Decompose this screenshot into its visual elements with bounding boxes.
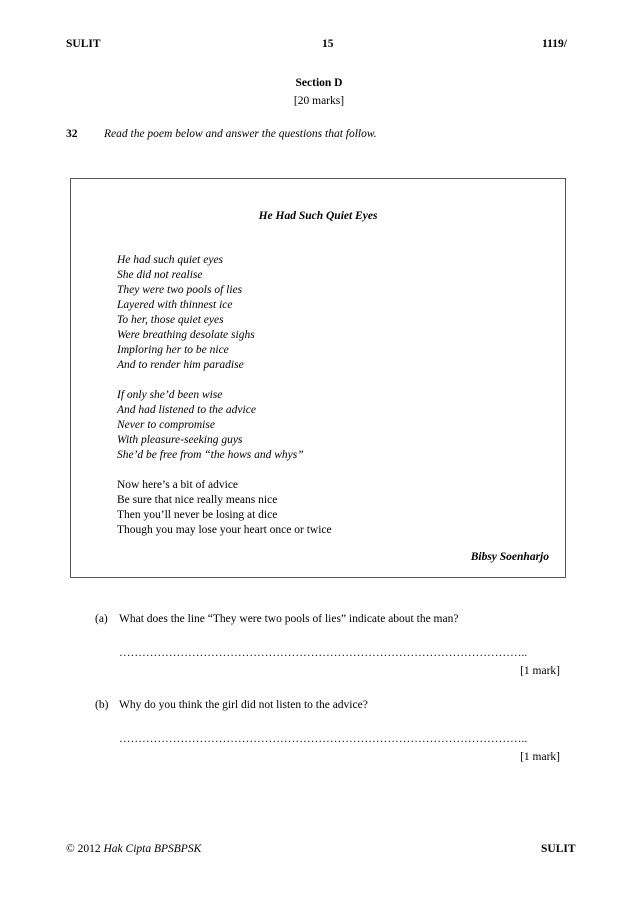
question-instruction: Read the poem below and answer the questions that follow. xyxy=(104,128,377,140)
header-sulit-left: SULIT xyxy=(66,38,101,50)
poem-title: He Had Such Quiet Eyes xyxy=(258,210,378,222)
poem-line: Were breathing desolate sighs xyxy=(117,329,255,341)
poem-line: She did not realise xyxy=(117,269,203,281)
poem-line: Then you’ll never be losing at dice xyxy=(117,509,278,521)
section-marks: [20 marks] xyxy=(293,95,345,107)
question-number: 32 xyxy=(66,128,78,140)
marks-a: [1 mark] xyxy=(520,665,560,677)
poem-line: If only she’d been wise xyxy=(117,389,223,401)
copyright-holder: Hak Cipta BPSBPSK xyxy=(103,843,202,855)
footer-copyright xyxy=(66,843,201,855)
poem-line: Though you may lose your heart once or twice xyxy=(117,524,332,536)
poem-line: Now here’s a bit of advice xyxy=(117,479,239,491)
answer-line-b[interactable]: …………………………………………………………………………………………….. xyxy=(119,733,528,745)
subquestion-text-a: What does the line “They were two pools of lies” indicate about the man? xyxy=(119,613,459,625)
poem-line: Never to compromise xyxy=(117,419,215,431)
header-code: 1119/ xyxy=(542,38,567,50)
subquestion-label-a: (a) xyxy=(95,613,108,625)
poem-line: They were two pools of lies xyxy=(117,284,243,296)
footer-sulit-right: SULIT xyxy=(541,843,576,855)
poem-line: Be sure that nice really means nice xyxy=(117,494,278,506)
page-number: 15 xyxy=(322,38,334,50)
section-title: Section D xyxy=(295,77,343,89)
poem-line: And to render him paradise xyxy=(117,359,244,371)
answer-line-a[interactable]: …………………………………………………………………………………………….. xyxy=(119,647,528,659)
subquestion-label-b: (b) xyxy=(95,699,109,711)
poem-line: Layered with thinnest ice xyxy=(117,299,233,311)
subquestion-text-b: Why do you think the girl did not listen to the advice? xyxy=(119,699,368,711)
poem-author: Bibsy Soenharjo xyxy=(470,551,549,563)
poem-line: She’d be free from “the hows and whys” xyxy=(117,449,304,461)
poem-line: And had listened to the advice xyxy=(117,404,256,416)
copyright-year: © 2012 xyxy=(66,843,101,855)
poem-line: Imploring her to be nice xyxy=(117,344,229,356)
poem-line: He had such quiet eyes xyxy=(117,254,224,266)
poem-box xyxy=(70,178,566,578)
poem-line: With pleasure-seeking guys xyxy=(117,434,243,446)
poem-line: To her, those quiet eyes xyxy=(117,314,224,326)
marks-b: [1 mark] xyxy=(520,751,560,763)
